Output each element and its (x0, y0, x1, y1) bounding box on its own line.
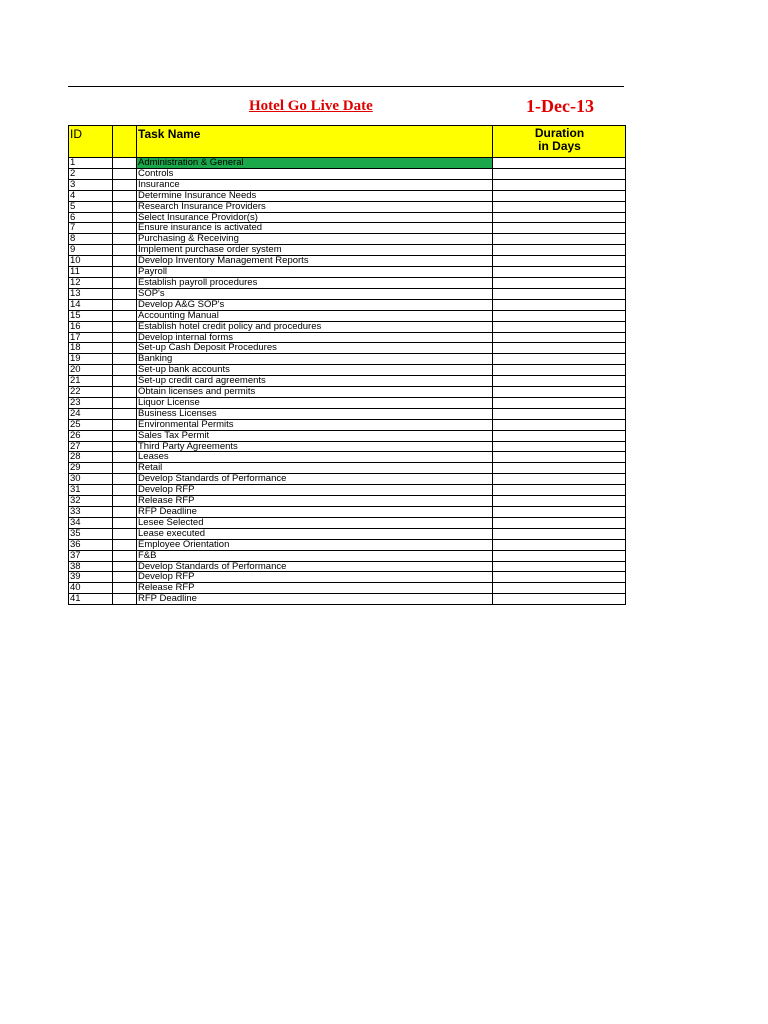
task-name-column-header[interactable]: Task Name (137, 126, 493, 158)
row-blank-cell[interactable] (113, 572, 137, 583)
table-row (69, 387, 626, 398)
row-blank-cell[interactable] (113, 288, 137, 299)
table-row (69, 550, 626, 561)
row-blank-cell[interactable] (113, 419, 137, 430)
row-id-cell[interactable]: 29 (69, 463, 113, 474)
row-id-cell[interactable]: 8 (69, 234, 113, 245)
row-id-cell[interactable]: 27 (69, 441, 113, 452)
row-duration-cell[interactable] (493, 539, 626, 550)
row-blank-cell[interactable] (113, 397, 137, 408)
table-row (69, 507, 626, 518)
table-row (69, 310, 626, 321)
table-row (69, 539, 626, 550)
row-duration-cell[interactable] (493, 517, 626, 528)
row-blank-cell[interactable] (113, 223, 137, 234)
table-row (69, 234, 626, 245)
row-task-name-cell[interactable]: RFP Deadline (137, 507, 493, 518)
row-duration-cell[interactable] (493, 496, 626, 507)
row-id-cell[interactable]: 7 (69, 223, 113, 234)
row-task-name-cell[interactable]: Establish hotel credit policy and procedures (137, 321, 493, 332)
row-id-cell[interactable]: 39 (69, 572, 113, 583)
row-duration-cell[interactable] (493, 212, 626, 223)
row-duration-cell[interactable] (493, 343, 626, 354)
table-row (69, 321, 626, 332)
row-duration-cell[interactable] (493, 245, 626, 256)
row-id-cell[interactable]: 37 (69, 550, 113, 561)
id-column-header[interactable]: ID (69, 126, 113, 158)
row-id-cell[interactable]: 18 (69, 343, 113, 354)
row-task-name-cell[interactable]: Insurance (137, 179, 493, 190)
row-duration-cell[interactable] (493, 277, 626, 288)
row-blank-cell[interactable] (113, 485, 137, 496)
row-task-name-cell[interactable]: SOP's (137, 288, 493, 299)
duration-header-line1: Duration (534, 126, 585, 140)
duration-header-line2: in Days (538, 139, 581, 153)
table-row (69, 430, 626, 441)
row-duration-cell[interactable] (493, 354, 626, 365)
row-id-cell[interactable]: 1 (69, 158, 113, 169)
row-task-name-cell[interactable]: Administration & General (137, 158, 493, 169)
table-row (69, 190, 626, 201)
row-id-cell[interactable]: 35 (69, 528, 113, 539)
table-row (69, 528, 626, 539)
row-id-cell[interactable]: 30 (69, 474, 113, 485)
duration-column-header[interactable] (493, 126, 626, 158)
table-row (69, 474, 626, 485)
row-blank-cell[interactable] (113, 310, 137, 321)
table-row (69, 277, 626, 288)
table-row (69, 397, 626, 408)
row-blank-cell[interactable] (113, 267, 137, 278)
row-id-cell[interactable]: 40 (69, 583, 113, 594)
table-row (69, 223, 626, 234)
row-blank-cell[interactable] (113, 376, 137, 387)
table-row (69, 267, 626, 278)
row-duration-cell[interactable] (493, 299, 626, 310)
table-row (69, 365, 626, 376)
table-row (69, 572, 626, 583)
row-task-name-cell[interactable]: Sales Tax Permit (137, 430, 493, 441)
row-task-name-cell[interactable]: Employee Orientation (137, 539, 493, 550)
table-row (69, 299, 626, 310)
row-duration-cell[interactable] (493, 528, 626, 539)
row-id-cell[interactable]: 5 (69, 201, 113, 212)
row-duration-cell[interactable] (493, 561, 626, 572)
table-row (69, 168, 626, 179)
row-task-name-cell[interactable]: Leases (137, 452, 493, 463)
row-task-name-cell[interactable]: Third Party Agreements (137, 441, 493, 452)
row-duration-cell[interactable] (493, 550, 626, 561)
row-task-name-cell[interactable]: Develop Standards of Performance (137, 474, 493, 485)
row-blank-cell[interactable] (113, 441, 137, 452)
row-duration-cell[interactable] (493, 397, 626, 408)
row-duration-cell[interactable] (493, 408, 626, 419)
row-blank-cell[interactable] (113, 507, 137, 518)
row-task-name-cell[interactable]: Set-up credit card agreements (137, 376, 493, 387)
row-id-cell[interactable]: 34 (69, 517, 113, 528)
row-task-name-cell[interactable]: Research Insurance Providers (137, 201, 493, 212)
table-row (69, 343, 626, 354)
task-rows (69, 158, 626, 605)
row-duration-cell[interactable] (493, 583, 626, 594)
row-blank-cell[interactable] (113, 277, 137, 288)
row-duration-cell[interactable] (493, 376, 626, 387)
row-duration-cell[interactable] (493, 430, 626, 441)
row-duration-cell[interactable] (493, 201, 626, 212)
row-id-cell[interactable]: 9 (69, 245, 113, 256)
table-row (69, 496, 626, 507)
row-task-name-cell[interactable]: Establish payroll procedures (137, 277, 493, 288)
row-duration-cell[interactable] (493, 419, 626, 430)
row-duration-cell[interactable] (493, 474, 626, 485)
row-task-name-cell[interactable]: Develop Inventory Management Reports (137, 256, 493, 267)
row-id-cell[interactable]: 13 (69, 288, 113, 299)
table-row (69, 158, 626, 169)
row-blank-cell[interactable] (113, 354, 137, 365)
row-id-cell[interactable]: 10 (69, 256, 113, 267)
row-id-cell[interactable]: 2 (69, 168, 113, 179)
table-row (69, 354, 626, 365)
row-id-cell[interactable]: 3 (69, 179, 113, 190)
row-duration-cell[interactable] (493, 485, 626, 496)
row-task-name-cell[interactable]: Banking (137, 354, 493, 365)
row-blank-cell[interactable] (113, 474, 137, 485)
row-duration-cell[interactable] (493, 190, 626, 201)
row-task-name-cell[interactable]: Develop internal forms (137, 332, 493, 343)
table-row (69, 485, 626, 496)
row-duration-cell[interactable] (493, 168, 626, 179)
row-id-cell[interactable]: 31 (69, 485, 113, 496)
row-duration-cell[interactable] (493, 441, 626, 452)
row-id-cell[interactable]: 11 (69, 267, 113, 278)
row-task-name-cell[interactable]: Release RFP (137, 583, 493, 594)
row-blank-cell[interactable] (113, 387, 137, 398)
row-id-cell[interactable]: 32 (69, 496, 113, 507)
table-row (69, 376, 626, 387)
row-task-name-cell[interactable]: Obtain licenses and permits (137, 387, 493, 398)
row-id-cell[interactable]: 25 (69, 419, 113, 430)
row-id-cell[interactable]: 38 (69, 561, 113, 572)
row-duration-cell[interactable] (493, 507, 626, 518)
row-id-cell[interactable]: 17 (69, 332, 113, 343)
table-row (69, 517, 626, 528)
go-live-date-value: 1-Dec-13 (526, 96, 594, 116)
row-duration-cell[interactable] (493, 572, 626, 583)
row-duration-cell[interactable] (493, 234, 626, 245)
row-task-name-cell[interactable]: F&B (137, 550, 493, 561)
table-row (69, 332, 626, 343)
row-blank-cell[interactable] (113, 212, 137, 223)
row-task-name-cell[interactable]: Develop RFP (137, 572, 493, 583)
row-task-name-cell[interactable]: Develop Standards of Performance (137, 561, 493, 572)
table-row (69, 419, 626, 430)
table-row (69, 583, 626, 594)
row-blank-cell[interactable] (113, 299, 137, 310)
table-row (69, 288, 626, 299)
row-duration-cell[interactable] (493, 310, 626, 321)
row-id-cell[interactable]: 26 (69, 430, 113, 441)
table-row (69, 179, 626, 190)
row-duration-cell[interactable] (493, 594, 626, 605)
row-id-cell[interactable]: 20 (69, 365, 113, 376)
row-blank-cell[interactable] (113, 528, 137, 539)
row-task-name-cell[interactable]: Implement purchase order system (137, 245, 493, 256)
row-blank-cell[interactable] (113, 517, 137, 528)
row-task-name-cell[interactable]: Purchasing & Receiving (137, 234, 493, 245)
row-duration-cell[interactable] (493, 267, 626, 278)
table-row (69, 463, 626, 474)
row-task-name-cell[interactable]: Lease executed (137, 528, 493, 539)
row-task-name-cell[interactable]: Business Licenses (137, 408, 493, 419)
go-live-date-label: Hotel Go Live Date (249, 98, 373, 114)
row-task-name-cell[interactable]: Accounting Manual (137, 310, 493, 321)
row-blank-cell[interactable] (113, 583, 137, 594)
row-blank-cell[interactable] (113, 365, 137, 376)
row-duration-cell[interactable] (493, 452, 626, 463)
row-blank-cell[interactable] (113, 332, 137, 343)
row-blank-cell[interactable] (113, 245, 137, 256)
row-task-name-cell[interactable]: RFP Deadline (137, 594, 493, 605)
table-row (69, 212, 626, 223)
row-blank-cell[interactable] (113, 168, 137, 179)
row-duration-cell[interactable] (493, 158, 626, 169)
row-id-cell[interactable]: 33 (69, 507, 113, 518)
row-id-cell[interactable]: 28 (69, 452, 113, 463)
row-blank-cell[interactable] (113, 496, 137, 507)
table-row (69, 408, 626, 419)
table-row (69, 256, 626, 267)
row-blank-cell[interactable] (113, 452, 137, 463)
row-id-cell[interactable]: 22 (69, 387, 113, 398)
row-task-name-cell[interactable]: Liquor License (137, 397, 493, 408)
row-duration-cell[interactable] (493, 288, 626, 299)
row-blank-cell[interactable] (113, 179, 137, 190)
row-duration-cell[interactable] (493, 179, 626, 190)
table-row (69, 245, 626, 256)
row-blank-cell[interactable] (113, 343, 137, 354)
row-blank-cell[interactable] (113, 190, 137, 201)
top-border-line (68, 86, 624, 87)
row-task-name-cell[interactable]: Controls (137, 168, 493, 179)
table-row (69, 594, 626, 605)
row-task-name-cell[interactable]: Develop RFP (137, 485, 493, 496)
row-id-cell[interactable]: 16 (69, 321, 113, 332)
row-id-cell[interactable]: 14 (69, 299, 113, 310)
row-duration-cell[interactable] (493, 223, 626, 234)
task-table (68, 125, 626, 605)
row-task-name-cell[interactable]: Payroll (137, 267, 493, 278)
row-id-cell[interactable]: 4 (69, 190, 113, 201)
row-blank-cell[interactable] (113, 594, 137, 605)
row-blank-cell[interactable] (113, 158, 137, 169)
table-row (69, 441, 626, 452)
blank-column-header[interactable] (113, 126, 137, 158)
row-duration-cell[interactable] (493, 256, 626, 267)
row-blank-cell[interactable] (113, 561, 137, 572)
row-task-name-cell[interactable]: Retail (137, 463, 493, 474)
row-task-name-cell[interactable]: Lesee Selected (137, 517, 493, 528)
row-blank-cell[interactable] (113, 201, 137, 212)
row-blank-cell[interactable] (113, 256, 137, 267)
row-duration-cell[interactable] (493, 365, 626, 376)
row-task-name-cell[interactable]: Ensure insurance is activated (137, 223, 493, 234)
row-id-cell[interactable]: 21 (69, 376, 113, 387)
row-id-cell[interactable]: 6 (69, 212, 113, 223)
row-id-cell[interactable]: 24 (69, 408, 113, 419)
table-row (69, 452, 626, 463)
row-task-name-cell[interactable]: Set-up bank accounts (137, 365, 493, 376)
row-task-name-cell[interactable]: Determine Insurance Needs (137, 190, 493, 201)
row-blank-cell[interactable] (113, 234, 137, 245)
row-blank-cell[interactable] (113, 550, 137, 561)
row-blank-cell[interactable] (113, 321, 137, 332)
table-row (69, 561, 626, 572)
row-id-cell[interactable]: 23 (69, 397, 113, 408)
row-task-name-cell[interactable]: Release RFP (137, 496, 493, 507)
row-duration-cell[interactable] (493, 463, 626, 474)
row-task-name-cell[interactable]: Select Insurance Providor(s) (137, 212, 493, 223)
row-task-name-cell[interactable]: Environmental Permits (137, 419, 493, 430)
row-task-name-cell[interactable]: Set-up Cash Deposit Procedures (137, 343, 493, 354)
table-header-row (69, 126, 626, 158)
row-blank-cell[interactable] (113, 539, 137, 550)
row-id-cell[interactable]: 15 (69, 310, 113, 321)
row-blank-cell[interactable] (113, 463, 137, 474)
row-duration-cell[interactable] (493, 387, 626, 398)
row-id-cell[interactable]: 12 (69, 277, 113, 288)
row-id-cell[interactable]: 19 (69, 354, 113, 365)
row-blank-cell[interactable] (113, 430, 137, 441)
row-blank-cell[interactable] (113, 408, 137, 419)
row-task-name-cell[interactable]: Develop A&G SOP's (137, 299, 493, 310)
row-id-cell[interactable]: 41 (69, 594, 113, 605)
row-id-cell[interactable]: 36 (69, 539, 113, 550)
table-row (69, 201, 626, 212)
row-duration-cell[interactable] (493, 332, 626, 343)
row-duration-cell[interactable] (493, 321, 626, 332)
